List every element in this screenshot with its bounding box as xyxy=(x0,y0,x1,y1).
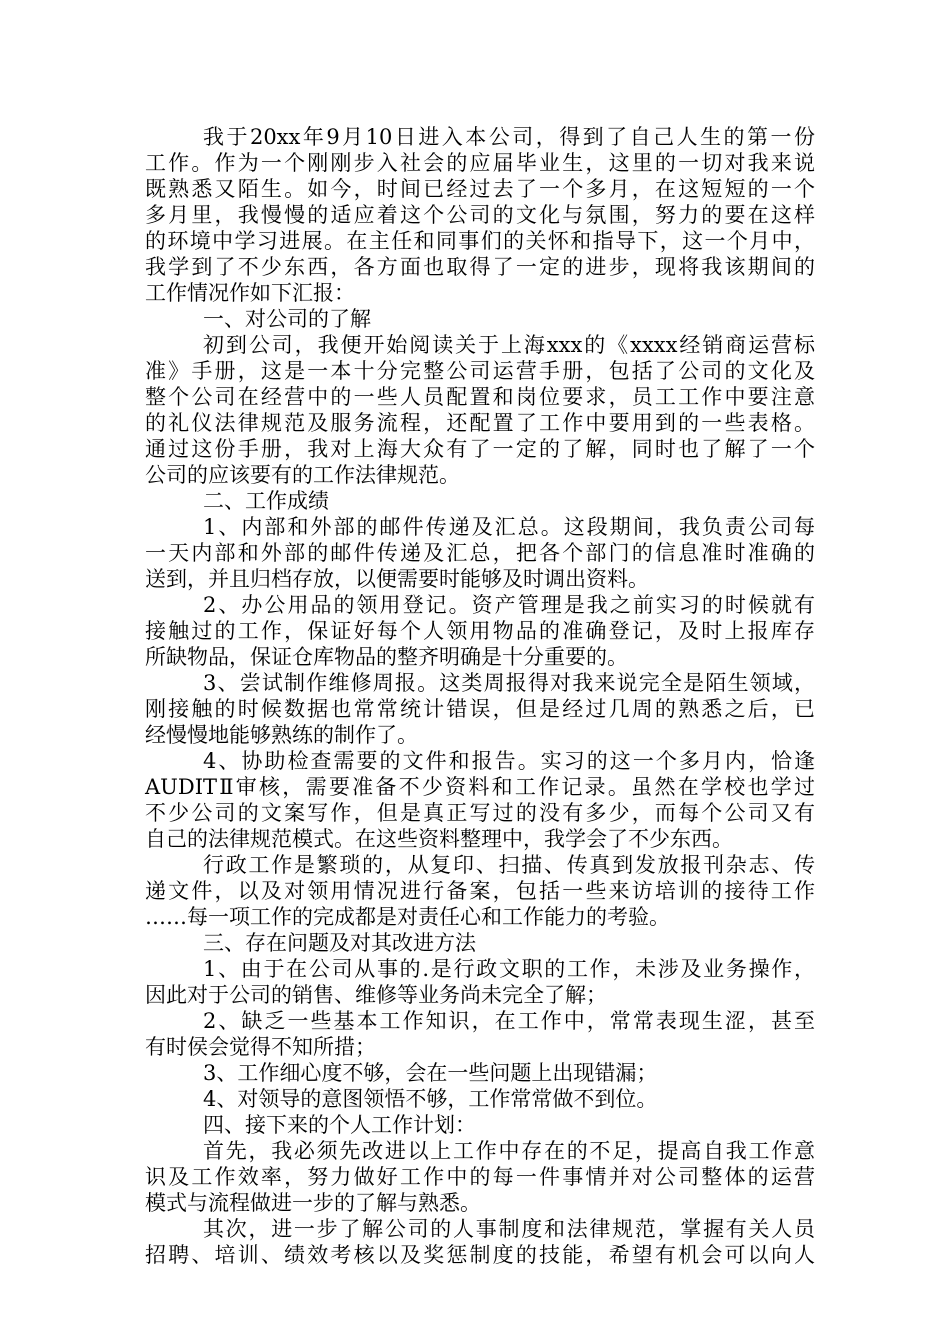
text-line: 不少公司的文案写作，但是真正写过的没有多少，而每个公司又有 xyxy=(145,801,815,825)
text-line: 三、存在问题及对其改进方法 xyxy=(203,931,476,955)
text-line: 我于20xx年9月10日进入本公司，得到了自己人生的第一份 xyxy=(203,125,815,149)
text-line: 3、工作细心度不够，会在一些问题上出现错漏； xyxy=(203,1061,658,1085)
text-line: 1、内部和外部的邮件传递及汇总。这段期间，我负责公司每 xyxy=(203,515,815,539)
text-line: 所缺物品，保证仓库物品的整齐明确是十分重要的。 xyxy=(145,645,628,669)
text-line: 送到，并且归档存放，以便需要时能够及时调出资料。 xyxy=(145,567,649,591)
text-line: 准》手册，这是一本十分完整公司运营手册，包括了公司的文化及 xyxy=(145,359,815,383)
text-line: 一天内部和外部的邮件传递及汇总，把各个部门的信息准时准确的 xyxy=(145,541,815,565)
text-line: 递文件，以及对领用情况进行备案，包括一些来访培训的接待工作 xyxy=(145,879,815,903)
text-line: 二、工作成绩 xyxy=(203,489,329,513)
text-line: 模式与流程做进一步的了解与熟悉。 xyxy=(145,1191,481,1215)
text-line: 行政工作是繁琐的，从复印、扫描、传真到发放报刊杂志、传 xyxy=(203,853,815,877)
text-line: 既熟悉又陌生。如今，时间已经过去了一个多月，在这短短的一个 xyxy=(145,177,815,201)
text-line: 四、接下来的个人工作计划： xyxy=(203,1113,476,1137)
text-line: 初到公司，我便开始阅读关于上海xxx的《xxxx经销商运营标 xyxy=(203,333,815,357)
text-line: 工作情况作如下汇报： xyxy=(145,281,355,305)
text-line: 4、协助检查需要的文件和报告。实习的这一个多月内，恰逢 xyxy=(203,749,815,773)
text-line: 的环境中学习进展。在主任和同事们的关怀和指导下，这一个月中， xyxy=(145,229,815,253)
text-line: 首先，我必须先改进以上工作中存在的不足，提高自我工作意 xyxy=(203,1139,815,1163)
text-line: 2、缺乏一些基本工作知识，在工作中，常常表现生涩，甚至 xyxy=(203,1009,815,1033)
text-line: 招聘、培训、绩效考核以及奖惩制度的技能，希望有机会可以向人 xyxy=(145,1243,815,1267)
text-line: 接触过的工作，保证好每个人领用物品的准确登记，及时上报库存 xyxy=(145,619,815,643)
text-line: 2、办公用品的领用登记。资产管理是我之前实习的时候就有 xyxy=(203,593,815,617)
text-line: 4、对领导的意图领悟不够，工作常常做不到位。 xyxy=(203,1087,658,1111)
text-line: AUDITⅡ审核，需要准备不少资料和工作记录。虽然在学校也学过 xyxy=(145,775,815,799)
text-line: 一、对公司的了解 xyxy=(203,307,371,331)
text-line: 经慢慢地能够熟练的制作了。 xyxy=(145,723,418,747)
text-line: 公司的应该要有的工作法律规范。 xyxy=(145,463,460,487)
text-line: 有时侯会觉得不知所措； xyxy=(145,1035,376,1059)
text-line: 整个公司在经营中的一些人员配置和岗位要求，员工工作中要注意 xyxy=(145,385,815,409)
text-line: 因此对于公司的销售、维修等业务尚未完全了解； xyxy=(145,983,607,1007)
text-line: 3、尝试制作维修周报。这类周报得对我来说完全是陌生领域， xyxy=(203,671,815,695)
text-line: 刚接触的时候数据也常常统计错误，但是经过几周的熟悉之后，已 xyxy=(145,697,815,721)
text-line: 工作。作为一个刚刚步入社会的应届毕业生，这里的一切对我来说 xyxy=(145,151,815,175)
text-line: 其次，进一步了解公司的人事制度和法律规范，掌握有关人员 xyxy=(203,1217,815,1241)
text-line: 识及工作效率，努力做好工作中的每一件事情并对公司整体的运营 xyxy=(145,1165,815,1189)
text-line: ……每一项工作的完成都是对责任心和工作能力的考验。 xyxy=(145,905,670,929)
document-body xyxy=(145,124,815,1268)
text-line: 通过这份手册，我对上海大众有了一定的了解，同时也了解了一个 xyxy=(145,437,815,461)
text-line: 多月里，我慢慢的适应着这个公司的文化与氛围，努力的要在这样 xyxy=(145,203,815,227)
text-line: 自己的法律规范模式。在这些资料整理中，我学会了不少东西。 xyxy=(145,827,733,851)
text-line: 我学到了不少东西，各方面也取得了一定的进步，现将我该期间的 xyxy=(145,255,815,279)
text-line: 1、由于在公司从事的.是行政文职的工作，未涉及业务操作， xyxy=(203,957,815,981)
text-line: 的礼仪法律规范及服务流程，还配置了工作中要用到的一些表格。 xyxy=(145,411,815,435)
